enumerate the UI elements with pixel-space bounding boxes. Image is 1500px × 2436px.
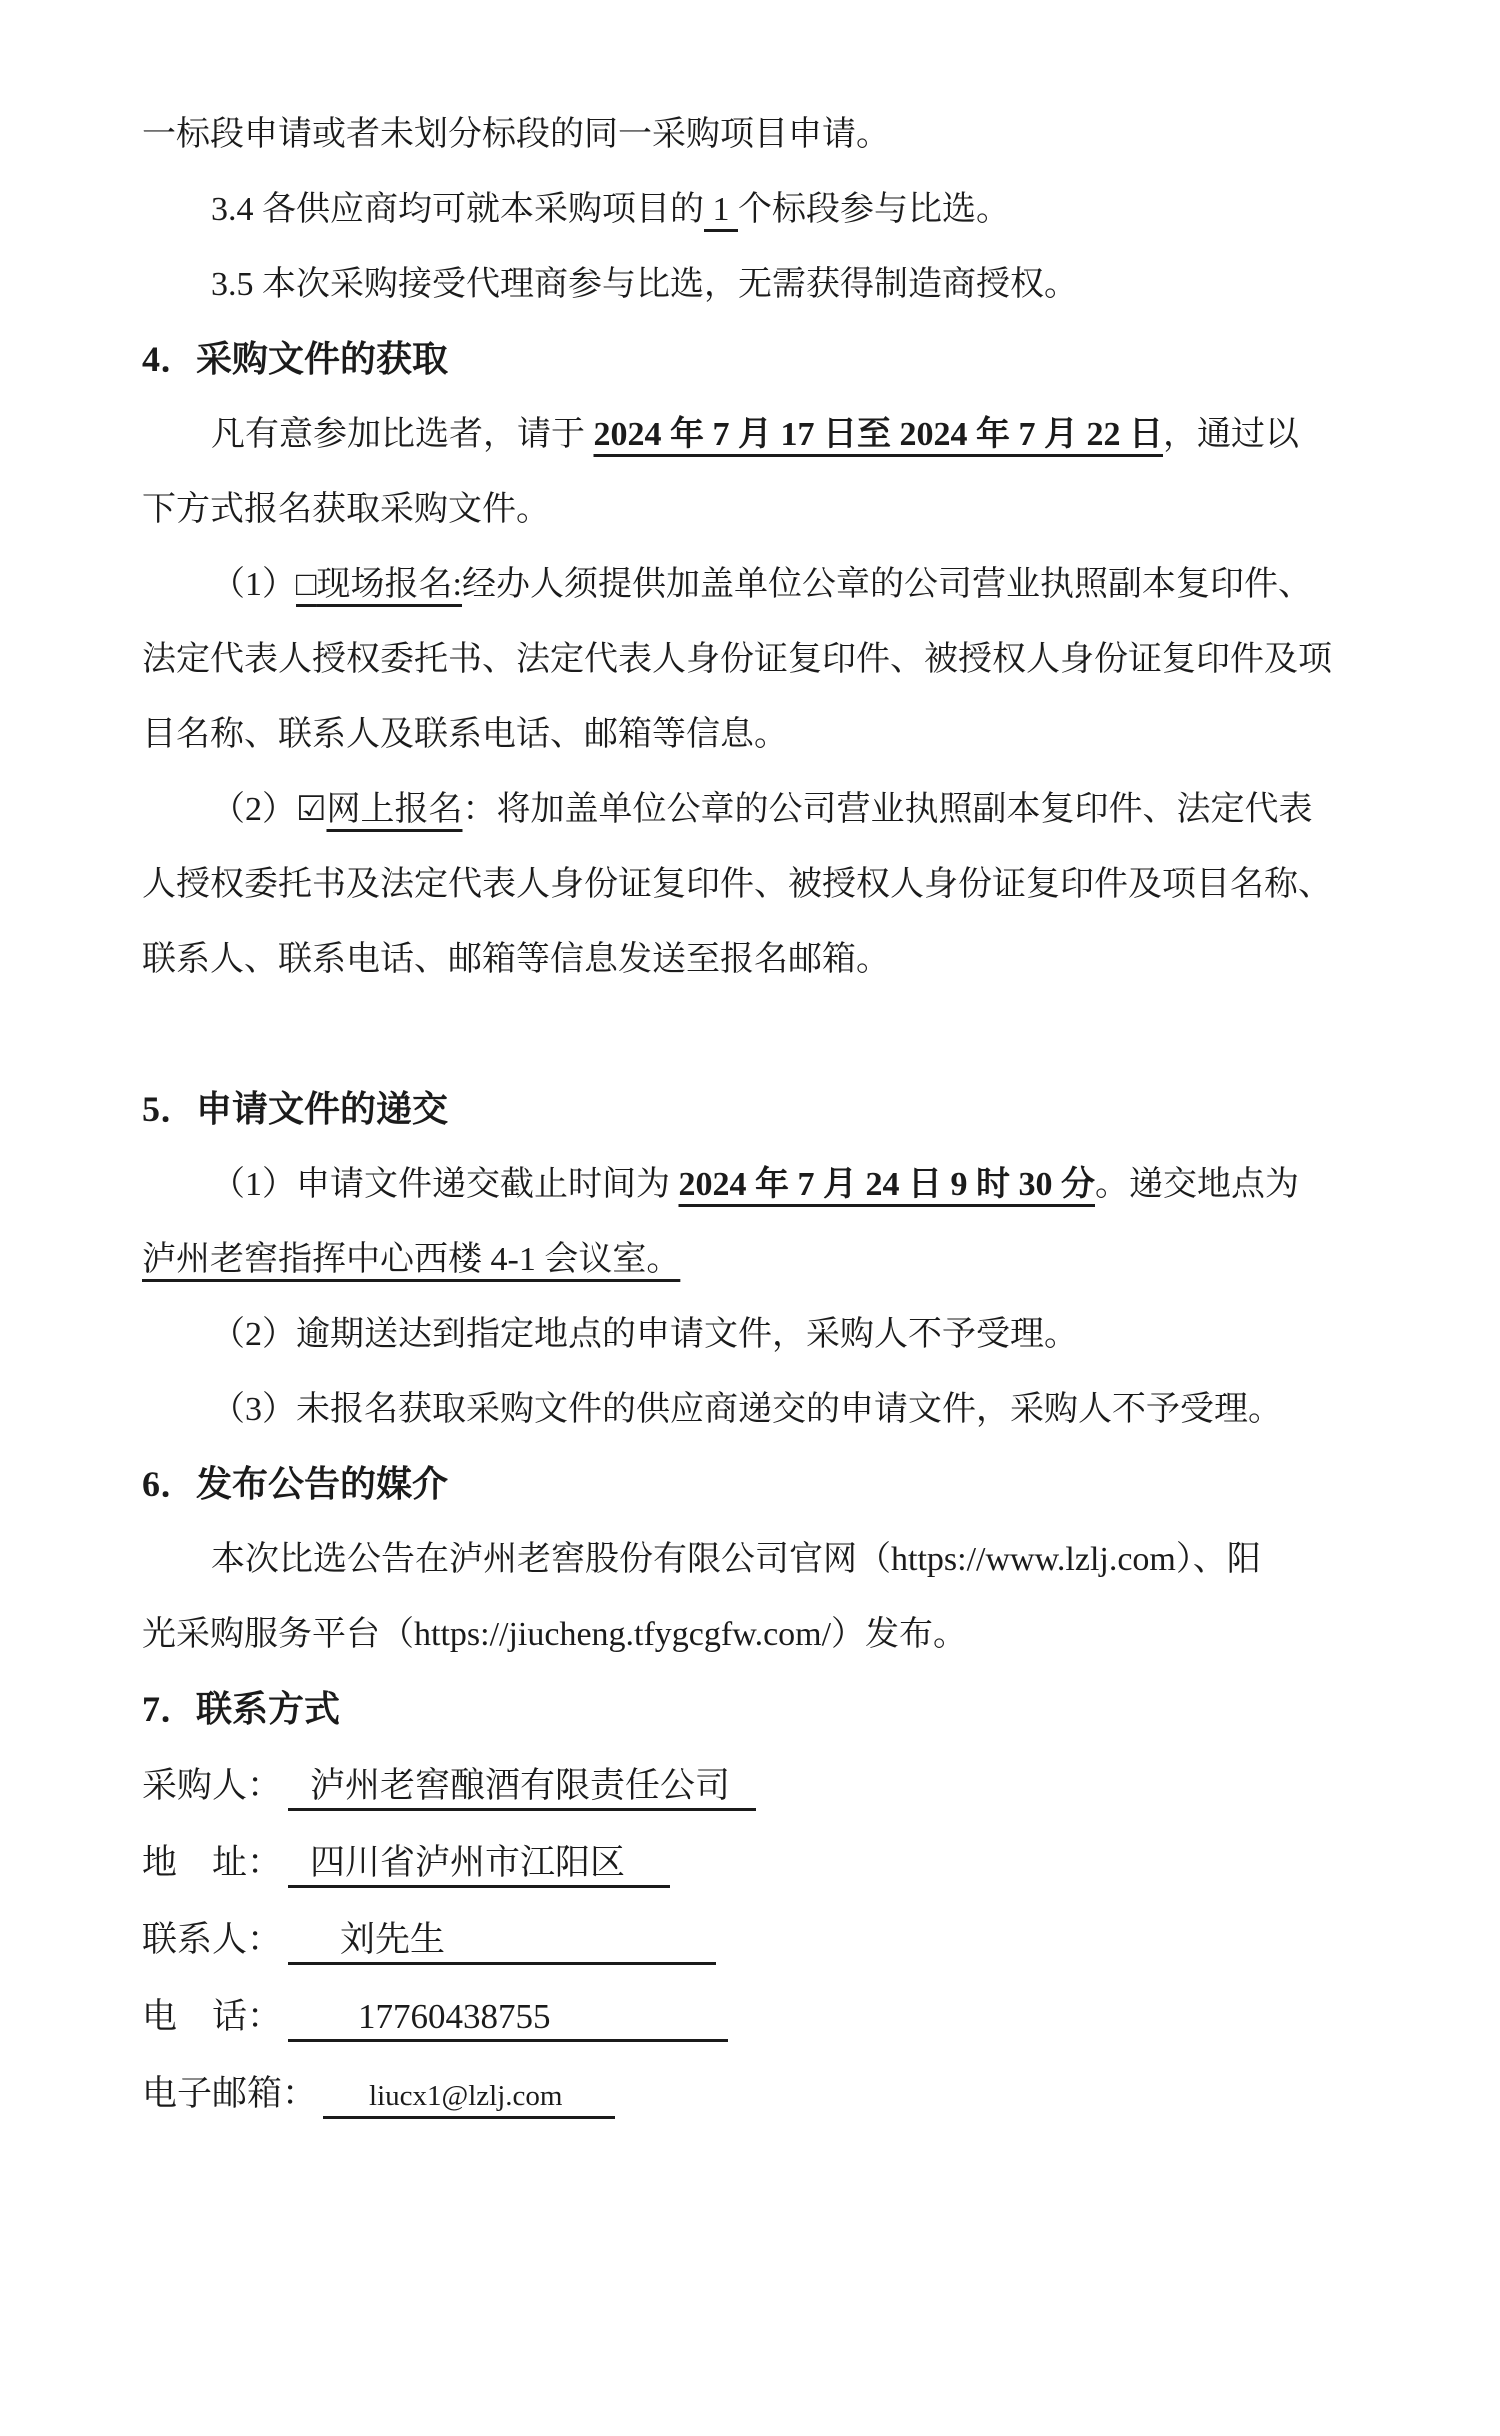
text-run: （1）申请文件递交截止时间为 (211, 1166, 679, 1203)
text-run: 2024 年 7 月 17 日至 2024 年 7 月 22 日 (593, 416, 1163, 453)
text-run: 3.5 本次采购接受代理商参与比选，无需获得制造商授权。 (211, 266, 1078, 303)
text-run: （2）逾期送达到指定地点的申请文件，采购人不予受理。 (211, 1316, 1078, 1353)
paragraph-line (142, 922, 1360, 997)
section-heading (142, 1447, 1360, 1522)
phone-label: 电 话： (142, 1997, 283, 2036)
paragraph-line (142, 772, 1360, 847)
address-value: 四川省泸州市江阳区 (310, 1843, 626, 1882)
text-run: 现场报名: (316, 566, 462, 603)
field-value-underline (323, 2074, 615, 2119)
contact-row-address (142, 1824, 1360, 1901)
text-run: 。递交地点为 (1095, 1166, 1299, 1203)
paragraph-line (142, 97, 1360, 172)
text-run: 联系人、联系电话、邮箱等信息发送至报名邮箱。 (142, 941, 890, 978)
text-run: 个标段参与比选。 (738, 191, 1010, 228)
text-run: （3）未报名获取采购文件的供应商递交的申请文件，采购人不予受理。 (211, 1391, 1282, 1428)
field-value-underline (288, 1843, 670, 1888)
contact-row-contact-person (142, 1901, 1360, 1978)
text-run: ：将加盖单位公章的公司营业执照副本复印件、法定代表 (462, 791, 1313, 828)
paragraph-line (142, 1372, 1360, 1447)
text-run: 网上报名 (326, 791, 463, 828)
field-value-underline (288, 1920, 716, 1965)
contact-row-purchaser (142, 1747, 1360, 1824)
purchaser-label: 采购人： (142, 1766, 283, 1805)
text-run: 2024 年 7 月 24 日 9 时 30 分 (678, 1166, 1095, 1203)
paragraph-line (142, 247, 1360, 322)
text-run: （1） (211, 566, 296, 603)
contact-row-phone (142, 1978, 1360, 2055)
checkbox-unchecked-icon: □ (296, 566, 317, 603)
text-run: 凡有意参加比选者，请于 (211, 416, 594, 453)
address-label: 地 址： (142, 1843, 283, 1882)
checkbox-checked-icon: ☑ (296, 791, 327, 828)
paragraph-line (142, 1147, 1360, 1222)
text-run: 经办人须提供加盖单位公章的公司营业执照副本复印件、 (462, 566, 1312, 603)
paragraph-line (142, 1297, 1360, 1372)
paragraph-line (142, 397, 1360, 472)
text-run: ，通过以 (1163, 416, 1299, 453)
email-value: liucx1@lzlj.com (369, 2080, 563, 2112)
section-heading (142, 322, 1360, 397)
paragraph-line (142, 1222, 1360, 1297)
text-run: 泸州老窖指挥中心西楼 4-1 会议室。 (142, 1241, 681, 1278)
text-run: 人授权委托书及法定代表人身份证复印件、被授权人身份证复印件及项目名称、 (142, 866, 1332, 903)
contact-row-email (142, 2055, 1360, 2132)
section-heading (142, 1072, 1360, 1147)
text-run: 下方式报名获取采购文件。 (142, 491, 550, 528)
paragraph-line (142, 1522, 1360, 1597)
text-run: 6．发布公告的媒介 (142, 1464, 449, 1504)
text-run: 一标段申请或者未划分标段的同一采购项目申请。 (142, 116, 890, 153)
document-body (142, 97, 1360, 2132)
text-run: 法定代表人授权委托书、法定代表人身份证复印件、被授权人身份证复印件及项 (142, 641, 1332, 678)
paragraph-spacer (142, 997, 1360, 1072)
paragraph-line (142, 547, 1360, 622)
contact-person-value: 刘先生 (340, 1920, 446, 1959)
section-heading (142, 1672, 1360, 1747)
paragraph-line (142, 172, 1360, 247)
paragraph-line (142, 847, 1360, 922)
text-run: 7．联系方式 (142, 1689, 341, 1729)
text-run: 4．采购文件的获取 (142, 339, 449, 379)
paragraph-line (142, 472, 1360, 547)
paragraph-line (142, 1597, 1360, 1672)
paragraph-line (142, 697, 1360, 772)
email-label: 电子邮箱： (142, 2074, 318, 2113)
text-run: 5．申请文件的递交 (142, 1089, 449, 1129)
text-run: （2） (211, 791, 296, 828)
text-run: 本次比选公告在泸州老窖股份有限公司官网（https://www.lzlj.com）、阳 (211, 1541, 1261, 1578)
contact-person-label: 联系人： (142, 1920, 283, 1959)
text-run: 目名称、联系人及联系电话、邮箱等信息。 (142, 716, 788, 753)
paragraph-line (142, 622, 1360, 697)
field-value-underline (288, 1766, 756, 1811)
phone-value: 17760438755 (358, 1997, 551, 2036)
purchaser-value: 泸州老窖酿酒有限责任公司 (310, 1766, 731, 1805)
text-run: 3.4 各供应商均可就本采购项目的 (211, 191, 704, 228)
text-run: 1 (704, 191, 738, 228)
text-run: 光采购服务平台（https://jiucheng.tfygcgfw.com/）发布。 (142, 1616, 968, 1653)
field-value-underline (288, 1997, 728, 2042)
